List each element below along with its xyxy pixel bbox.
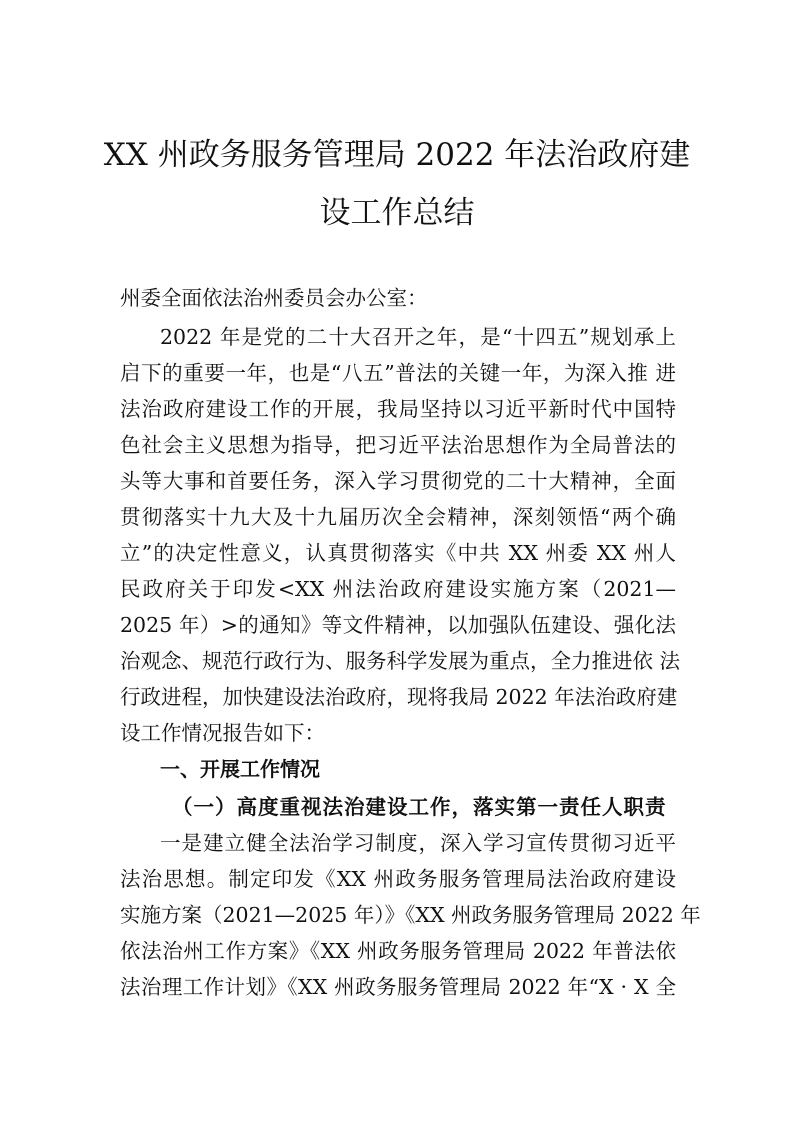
section-heading-1: 一、开展工作情况 <box>160 757 320 781</box>
paragraph-1-line: 头等大事和首要任务，深入学习贯彻党的二十大精神，全面 <box>120 469 676 493</box>
document-title-line-1: XX 州政务服务管理局 2022 年法治政府建 <box>103 137 691 173</box>
document-title-line-2: 设工作总结 <box>319 195 475 231</box>
paragraph-2-line: 依法治州工作方案》《XX 州政务服务管理局 2022 年普法依 <box>120 939 676 963</box>
paragraph-2-line: 法治思想。制定印发《XX 州政务服务管理局法治政府建设 <box>120 867 676 891</box>
paragraph-2-line: 一是建立健全法治学习制度，深入学习宣传贯彻习近平 <box>160 831 676 855</box>
paragraph-1-line: 民政府关于印发<XX 州法治政府建设实施方案（2021— <box>120 577 676 601</box>
paragraph-1-line: 色社会主义思想为指导，把习近平法治思想作为全局普法的 <box>120 433 676 457</box>
section-heading-2: （一）高度重视法治建设工作，落实第一责任人职责 <box>172 795 667 819</box>
paragraph-1-line: 贯彻落实十九大及十九届历次全会精神，深刻领悟“两个确 <box>120 505 676 529</box>
paragraph-1-line: 设工作情况报告如下： <box>120 721 325 745</box>
paragraph-1-line: 2022 年是党的二十大召开之年，是“十四五”规划承上 <box>160 325 676 349</box>
paragraph-1-line: 治观念、规范行政行为、服务科学发展为重点，全力推进依 法 <box>120 649 681 673</box>
paragraph-1-line: 启下的重要一年，也是“八五”普法的关键一年，为深入推 进 <box>120 361 676 385</box>
paragraph-1-line: 行政进程，加快建设法治政府，现将我局 2022 年法治政府建 <box>120 685 678 709</box>
paragraph-1-line: 法治政府建设工作的开展，我局坚持以习近平新时代中国特 <box>120 397 676 421</box>
paragraph-2-line: 法治理工作计划》《XX 州政务服务管理局 2022 年“X · X 全 <box>120 975 676 999</box>
paragraph-1-line: 2025 年）>的通知》等文件精神，以加强队伍建设、强化法 <box>120 613 676 637</box>
paragraph-2-line: 实施方案（2021—2025 年）》《XX 州政务服务管理局 2022 年 <box>120 903 701 927</box>
paragraph-1-line: 立”的决定性意义，认真贯彻落实《中共 XX 州委 XX 州人 <box>120 541 676 565</box>
addressee: 州委全面依法治州委员会办公室： <box>120 286 428 310</box>
